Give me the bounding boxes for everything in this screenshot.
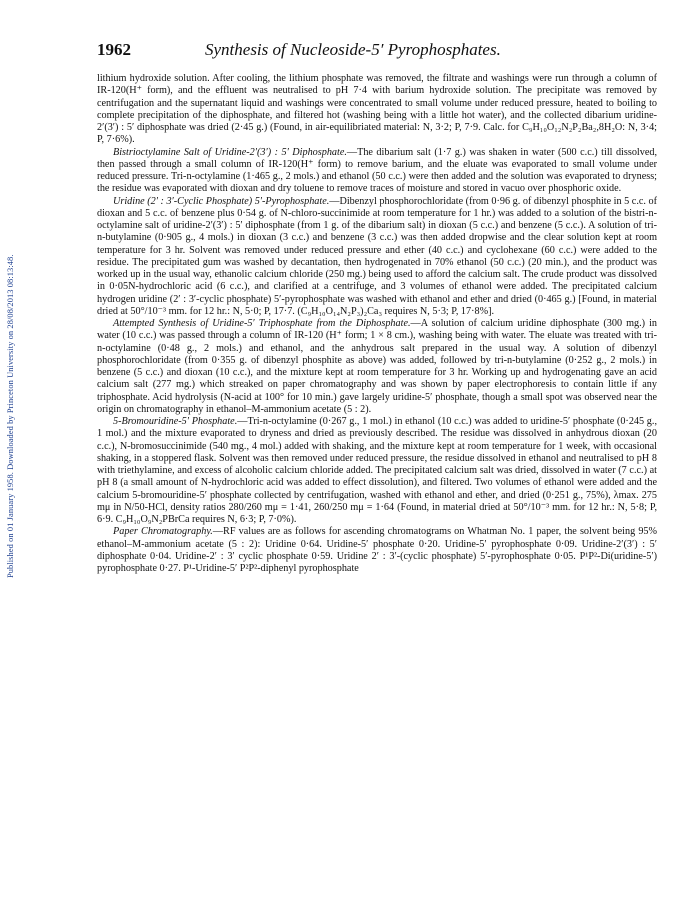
paragraph-continuation — [97, 73, 657, 147]
section-heading: Paper Chromatography. — [113, 526, 213, 538]
paragraph-text: —Dibenzyl phosphorochloridate (from 0·96 g. of dibenzyl phosphite in 5 c.c. of dioxan and 5 c.c. of benzene plus 0·54 g. of N-chloro-succinimide at room temperature for 1 hr.) was added to a solution of the bistri-n-octylamine salt of uridine-2′(3′) : 5′ diphosphate (from 1 g. of the dibarium salt) in dioxan (5 c.c.) and benzene (5 c.c.). A solution of tri-n-butylamine (0·905 g., 4 mols.) in dioxan (3 c.c.) and benzene (3 c.c.) was then added dropwise and the clear solution kept at room temperature for 3 hr. Solvent was removed under reduced pressure and ether (40 c.c.) and cyclohexane (60 c.c.) were added to the residue. The precipitated gum was washed by decantation, then hydrogenated in 70% ethanol (50 c.c.) (20 min.), and the product was worked up in the usual way, ethanolic calcium chloride (250 mg.) being used to afford the calcium salt. The crude product was dissolved in 0·05N-hydrochloric acid (6 c.c.), and clarified at a centrifuge, and 3 volumes of ethanol were added. The precipitated calcium hydrogen uridine (2′ : 3′-cyclic phosphate) 5′-pyrophosphate was washed with ethanol and ether and dried (0·465 g.) [Found, in material dried at 50°/10⁻³ mm. for 12 hr.: N, 5·0; P, 17·7. (C₉H₁₀O₁₄N₂P₃)₂Ca₃ requires N, 5·3; P, 17·8%]. — [97, 195, 657, 317]
section-heading: Attempted Synthesis of Uridine-5′ Triphosphate from the Diphosphate. — [113, 318, 411, 329]
running-title: Synthesis of Nucleoside-5′ Pyrophosphates. — [205, 40, 501, 59]
article-body — [97, 73, 657, 575]
section-heading: Bistrioctylamine Salt of Uridine-2′(3′) : 5′ Diphosphate. — [113, 146, 347, 158]
section-heading: 5-Bromouridine-5′ Phosphate. — [113, 416, 238, 427]
section-heading: Uridine (2′ : 3′-Cyclic Phosphate) 5′-Pyrophosphate. — [113, 195, 330, 207]
paragraph-text: —Tri-n-octylamine (0·267 g., 1 mol.) in ethanol (10 c.c.) was added to uridine-5′ phosphate (0·245 g., 1 mol.) and the mixture evaporated to dryness and dried as previously described. The residue was dissolved in anhydrous dioxan (20 c.c.), N-bromosuccinimide (540 mg., 4 mol.) added with shaking, and the mixture kept at room temperature for 1 week, with occasional shaking, in a stoppered flask. Solvent was then removed under reduced pressure, the residue dissolved in ethanol and neutralised to pH 8 with triethylamine, and excess of alcoholic calcium chloride added. The precipitated calcium salt was dried, dissolved in water (7 c.c.) at pH 8 (a small amount of N-hydrochloric acid was added to effect dissolution), and filtered. Two volumes of ethanol were added and the calcium 5-bromouridine-5′ phosphate collected by centrifugation, washed with ethanol and ether, and dried (0·251 g., 75%), λmax. 275 mμ in N/50-HCl, density ratios 280/260 mμ = 1·41, 260/250 mμ = 1·64 (Found, in material dried at 50°/10⁻³ mm. for 12 hr.: N, 5·8; P, 6·9. C₉H₁₀O₉N₂PBrCa requires N, 6·3; P, 7·0%). — [97, 416, 657, 525]
download-watermark — [0, 138, 14, 638]
paragraph-bistrioctylamine-salt — [97, 147, 657, 196]
paragraph-text: —RF values are as follows for ascending chromatograms on Whatman No. 1 paper, the solvent being 95% ethanol–M-ammonium acetate (5 : 2): Uridine 0·64. Uridine-5′ phosphate 0·20. Uridine-5′ pyrophosphate 0·09. Uridine-2′(3′) : 5′ diphosphate 0·04. Uridine-2′ : 3′ cyclic phosphate 0·59. Uridine 2′ : 3′-(cyclic phosphate) 5′-pyrophosphate 0·05. P¹P²-Di(uridine-5′) pyrophosphate 0·27. P¹-Uridine-5′ P²P²-diphenyl pyrophosphate — [97, 526, 658, 574]
page-number: 1962 — [97, 40, 131, 59]
paragraph-text: lithium hydroxide solution. After cooling, the lithium phosphate was removed, the filtrate and washings were run through a column of IR-120(H⁺ form), and the effluent was neutralised to pH 7·4 with barium hydroxide solution. The precipitate was removed by centrifugation and the supernatant liquid and washings were concentrated to small volume under reduced pressure, heated to boiling to complete precipitation of the diphosphate, and filtered hot (washing being with a little hot water), and the collected dibarium uridine-2′(3′) : 5′ diphosphate was dried (2·45 g.) (Found, in air-equilibriated material: N, 3·2; P, 7·9. Calc. for C₉H₁₀O₁₂N₂P₂Ba₂,8H₂O: N, 3·4; P, 7·6%). — [97, 73, 657, 146]
paragraph-text: —A solution of calcium uridine diphosphate (300 mg.) in water (10 c.c.) was passed through a column of IR-120 (H⁺ form; 1 × 8 cm.), washing being with water. The eluate was treated with tri-n-octylamine (0·48 g., 2 mols.) and ethanol, and the anhydrous salt prepared in the usual way. A solution of dibenzyl phosphorochloridate (from 0·355 g. of dibenzyl phosphite as above) was added, followed by tri-n-butylamine (0·252 g., 2 mols.) in benzene (5 c.c.) and dioxan (10 c.c.), and the mixture kept at room temperature for 3 hr. Working up and hydrogenating gave an acid calcium salt (277 mg.) which streaked on paper chromatography and was shown by paper electrophoresis to contain little if any triphosphate. Acid hydrolysis (N-acid at 100° for 10 min.) gave largely uridine-5′ phosphate, though a small spot was observed near the origin on chromatography in ethanol–M-ammonium acetate (5 : 2). — [97, 318, 657, 415]
paragraph-attempted-triphosphate — [97, 318, 657, 416]
download-notice: Published on 01 January 1958. Downloaded by Princeton University on 28/08/2013 08:13:48. — [6, 254, 15, 578]
paragraph-paper-chromatography — [97, 526, 657, 575]
paragraph-text: —The dibarium salt (1·7 g.) was shaken in water (500 c.c.) till dissolved, then passed through a small column of IR-120(H⁺ form) to remove barium, and the eluate was evaporated to small volume under reduced pressure. Tri-n-octylamine (1·465 g., 2 mols.) and ethanol (50 c.c.) were then added and the solution was evaporated to dryness; the residue was evaporated with dioxan and dry toluene to remove traces of moisture and stored in vacuo over phosphoric oxide. — [97, 146, 657, 195]
paragraph-bromouridine — [97, 416, 657, 526]
running-header — [97, 40, 657, 66]
paragraph-cyclic-phosphate-pyrophosphate — [97, 196, 657, 319]
